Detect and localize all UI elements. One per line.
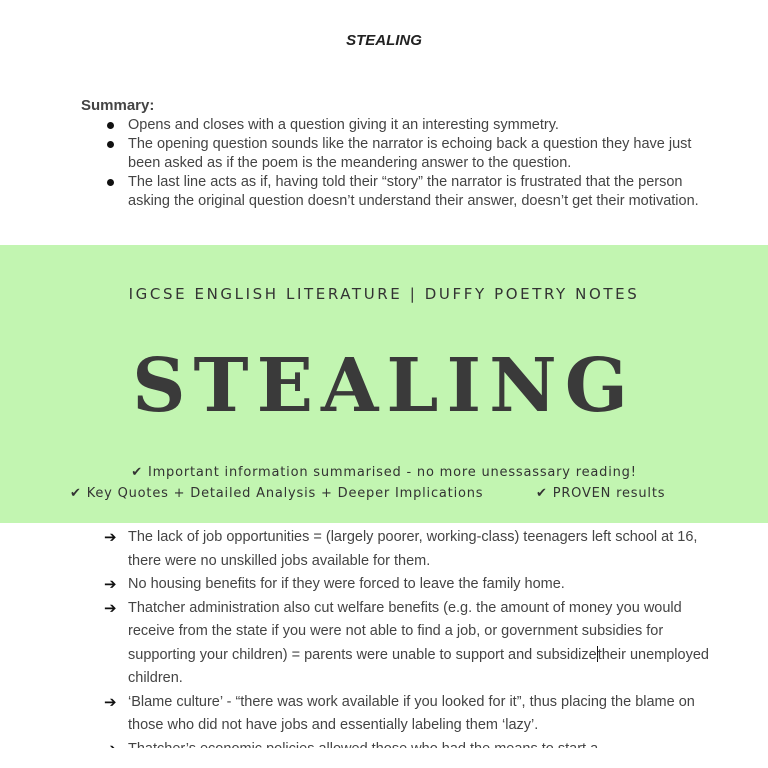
list-item-text: Thatcher administration also cut welfare benefits (e.g. the amount of money you would receive from the state if you were not able to find a job, or government subsidies for supporting your children) = parents were unable to support and subsidize bbox=[128, 599, 682, 663]
list-item-text: Opens and closes with a question giving it an interesting symmetry. bbox=[128, 117, 559, 133]
list-item bbox=[128, 135, 708, 173]
list-item-text: The lack of job opportunities = (largely poorer, working-class) teenagers left school at 16, there were no unskilled jobs available for them. bbox=[128, 529, 698, 569]
page-crop-edge bbox=[0, 748, 768, 768]
list-item bbox=[104, 691, 718, 738]
list-item-text: The opening question sounds like the narrator is echoing back a question they have just been asked as if the poem is the meandering answer to the question. bbox=[128, 136, 692, 171]
feature-text: PROVEN results bbox=[552, 486, 666, 501]
arrow-icon: ➔ bbox=[104, 599, 117, 617]
check-icon: ✔ bbox=[70, 486, 82, 501]
arrow-icon: ➔ bbox=[104, 576, 117, 593]
feature-item bbox=[70, 486, 483, 501]
arrow-icon: ➔ bbox=[104, 529, 117, 546]
list-item-text: The last line acts as if, having told their “story” the narrator is frustrated that the person asking the original question doesn’t understand their answer, doesn’t get their motivation. bbox=[128, 174, 699, 209]
feature-item bbox=[0, 465, 768, 480]
list-item-text: No housing benefits for if they were forced to leave the family home. bbox=[128, 576, 565, 592]
feature-item bbox=[536, 486, 665, 501]
feature-text: Important information summarised - no more unessassary reading! bbox=[147, 465, 637, 480]
check-icon: ✔ bbox=[131, 465, 143, 480]
document-title: STEALING bbox=[346, 32, 422, 49]
banner-subtitle: IGCSE ENGLISH LITERATURE | DUFFY POETRY NOTES bbox=[128, 285, 640, 303]
list-item-text: ‘Blame culture’ - “there was work available if you looked for it”, thus placing the blame on those who did not have jobs and essentially labeling them ‘lazy’. bbox=[128, 693, 695, 733]
list-item bbox=[128, 173, 708, 211]
context-list bbox=[104, 526, 718, 761]
list-item bbox=[104, 573, 718, 597]
list-item bbox=[104, 597, 718, 691]
feature-text: Key Quotes + Detailed Analysis + Deeper Implications bbox=[86, 486, 484, 501]
list-item bbox=[104, 526, 718, 573]
list-item-text-tail: their unemployed children. bbox=[128, 646, 709, 686]
bullet-icon bbox=[107, 141, 114, 148]
summary-heading: Summary: bbox=[81, 97, 155, 114]
bullet-icon bbox=[107, 122, 114, 129]
banner-title: STEALING bbox=[132, 343, 636, 429]
check-icon: ✔ bbox=[536, 486, 548, 501]
bullet-icon bbox=[107, 179, 114, 186]
arrow-icon: ➔ bbox=[104, 693, 117, 711]
list-item bbox=[128, 116, 708, 135]
summary-list bbox=[128, 116, 708, 211]
